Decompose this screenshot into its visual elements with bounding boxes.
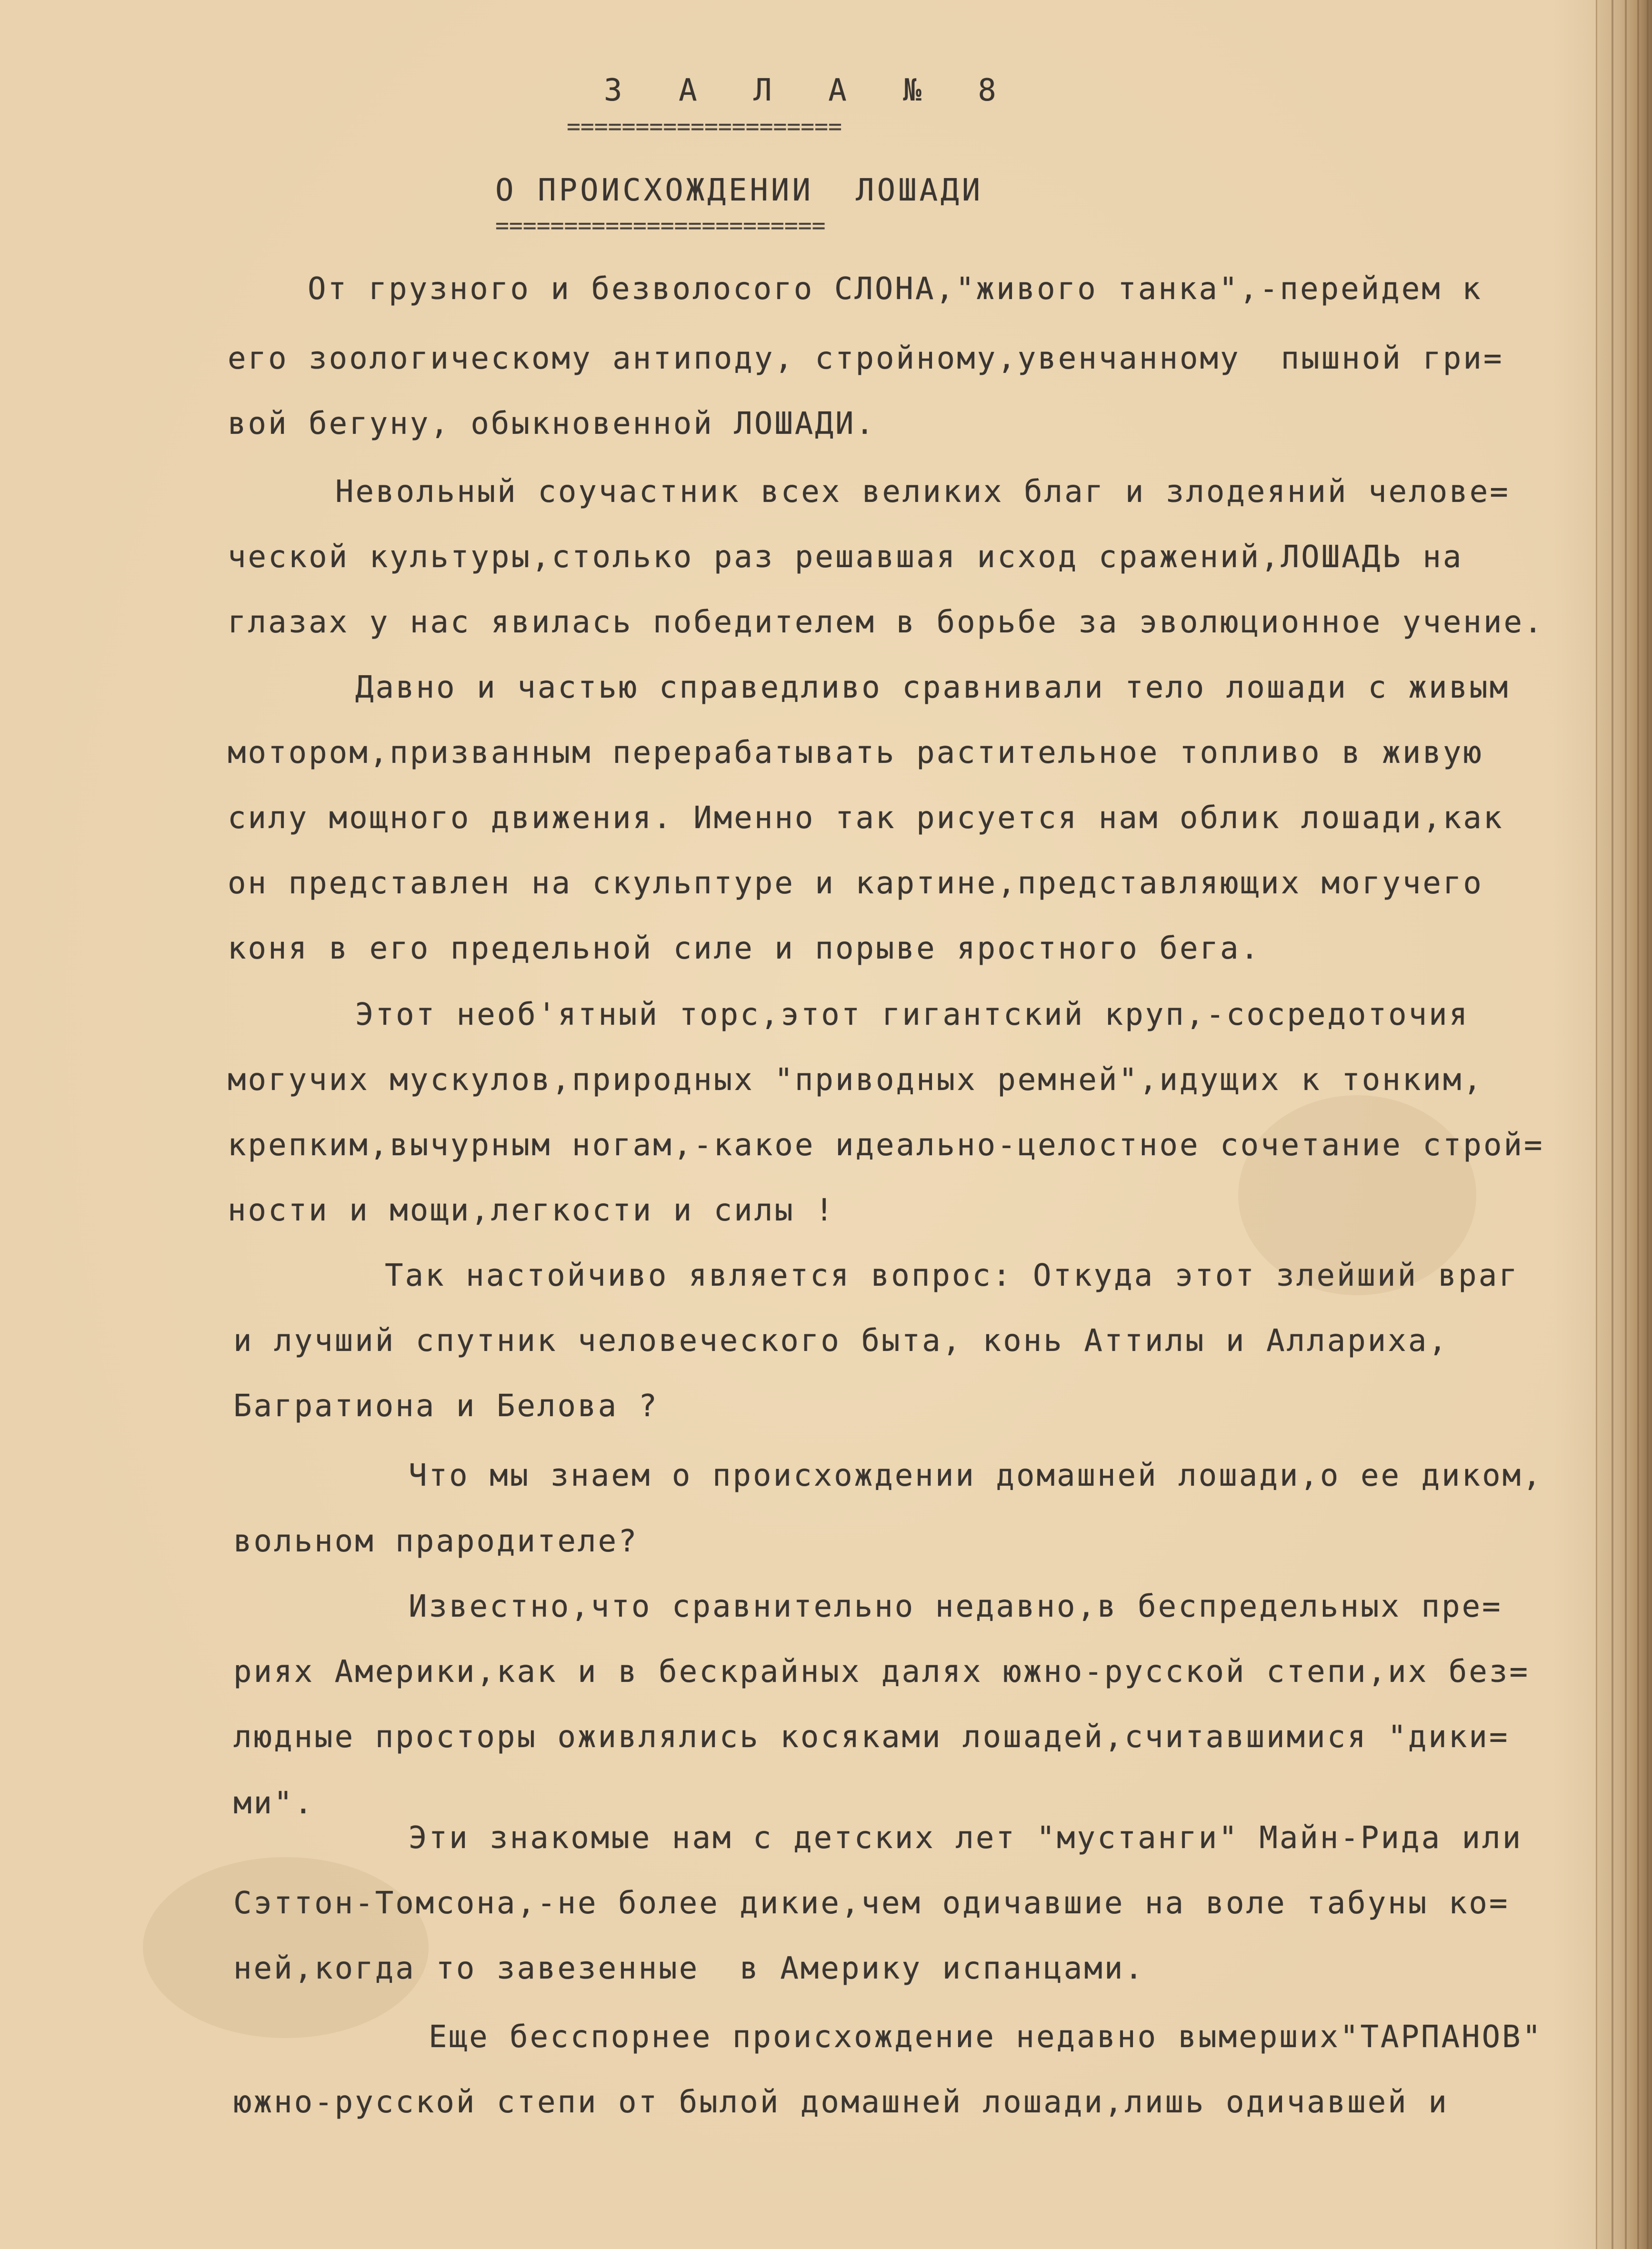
- text-line-28: Еще бесспорнее происхождение недавно вымерших"ТАРПАНОВ": [429, 2019, 1543, 2055]
- text-line-21: Известно,что сравнительно недавно,в беспредельных пре=: [409, 1589, 1502, 1624]
- text-line-10: он представлен на скульптуре и картине,представляющих могучего: [228, 866, 1483, 901]
- text-line-23: людные просторы оживлялись косяками лошадей,считавшимися "дики=: [233, 1719, 1510, 1755]
- text-line-11: коня в его предельной силе и порыве яростного бега.: [228, 931, 1261, 966]
- hall-title-underline: ====================: [567, 113, 842, 140]
- text-line-4: Невольный соучастник всех великих благ и злодеяний челове=: [335, 474, 1510, 510]
- text-line-16: Так настойчиво является вопрос: Откуда этот злейший враг: [385, 1258, 1519, 1293]
- section-title-underline: ========================: [495, 212, 826, 239]
- text-line-1: От грузного и безволосого СЛОНА,"живого танка",-перейдем к: [308, 271, 1482, 307]
- text-line-24: ми".: [233, 1786, 315, 1821]
- text-line-18: Багратиона и Белова ?: [233, 1389, 659, 1424]
- hall-title: З А Л А № 8: [604, 73, 1015, 108]
- text-line-15: ности и мощи,легкости и силы !: [228, 1193, 835, 1228]
- text-line-25: Эти знакомые нам с детских лет "мустанги" Майн-Рида или: [409, 1820, 1523, 1856]
- text-line-8: мотором,призванным перерабатывать растительное топливо в живую: [228, 735, 1483, 770]
- text-line-14: крепким,вычурным ногам,-какое идеально-целостное сочетание строй=: [228, 1128, 1544, 1163]
- text-line-3: вой бегуну, обыкновенной ЛОШАДИ.: [228, 406, 876, 441]
- text-line-7: Давно и частью справедливо сравнивали тело лошади с живым: [355, 670, 1510, 705]
- text-line-6: глазах у нас явилась победителем в борьбе за эволюционное учение.: [228, 605, 1544, 640]
- text-line-26: Сэттон-Томсона,-не более дикие,чем одичавшие на воле табуны ко=: [233, 1886, 1510, 1921]
- text-line-5: ческой культуры,столько раз решавшая исход сражений,ЛОШАДЬ на: [228, 540, 1463, 575]
- text-line-27: ней,когда то завезенные в Америку испанцами.: [233, 1951, 1145, 1986]
- text-line-2: его зоологическому антиподу, стройному,увенчанному пышной гри=: [228, 341, 1504, 376]
- text-line-13: могучих мускулов,природных "приводных ремней",идущих к тонким,: [228, 1062, 1483, 1098]
- text-line-9: силу мощного движения. Именно так рисуется нам облик лошади,как: [228, 800, 1504, 836]
- text-line-19: Что мы знаем о происхождении домашней лошади,о ее диком,: [409, 1458, 1543, 1493]
- text-line-20: вольном прародителе?: [233, 1524, 639, 1559]
- text-line-12: Этот необ'ятный торс,этот гигантский круп,-сосредоточия: [355, 997, 1470, 1032]
- text-line-22: риях Америки,как и в бескрайных далях южно-русской степи,их без=: [233, 1654, 1530, 1689]
- text-line-17: и лучший спутник человеческого быта, конь Аттилы и Аллариха,: [233, 1323, 1449, 1359]
- text-line-29: южно-русской степи от былой домашней лошади,лишь одичавшей и: [233, 2085, 1449, 2120]
- section-title: О ПРОИСХОЖДЕНИИ ЛОШАДИ: [495, 173, 983, 208]
